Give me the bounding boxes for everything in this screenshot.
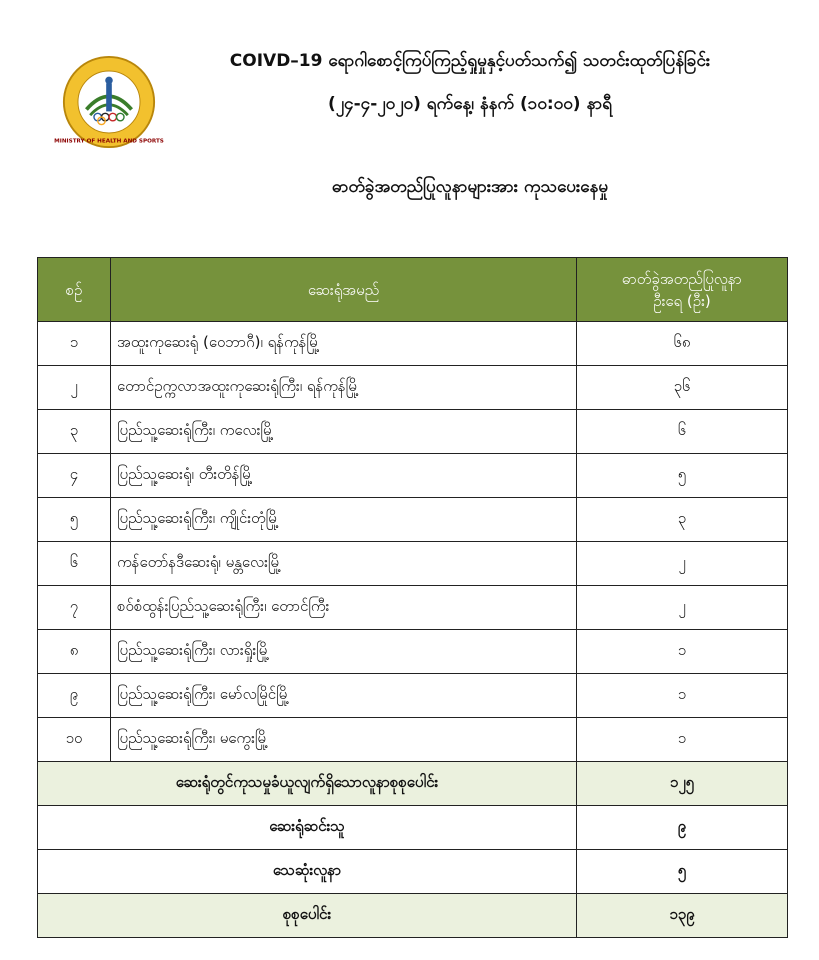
table-row [38, 630, 788, 674]
row-hospital: ပြည်သူ့ဆေးရုံကြီး၊ မကွေးမြို့ [111, 718, 577, 762]
row-no: ၃ [38, 410, 111, 454]
summary-label: ဆေးရုံတွင်ကုသမှုခံယူလျက်ရှိသောလူနာစုစုပေါင်း [38, 762, 577, 806]
summary-label: ဆေးရုံဆင်းသူ [38, 806, 577, 850]
row-hospital: အထူးကုဆေးရုံ (ဝေဘာဂီ)၊ ရန်ကုန်မြို့ [111, 322, 577, 366]
summary-label: သေဆုံးလူနာ [38, 850, 577, 894]
row-no: ၁ [38, 322, 111, 366]
row-hospital: စဝ်စံထွန်းပြည်သူ့ဆေးရုံကြီး၊ တောင်ကြီး [111, 586, 577, 630]
row-count: ၂ [577, 586, 788, 630]
table-row [38, 498, 788, 542]
row-hospital: ကန်တော်နဒီဆေးရုံ၊ မန္တလေးမြို့ [111, 542, 577, 586]
row-count: ၁ [577, 718, 788, 762]
patients-table [37, 257, 788, 938]
summary-row-under-treatment [38, 762, 788, 806]
row-no: ၅ [38, 498, 111, 542]
summary-row-discharged [38, 806, 788, 850]
summary-value: ၅ [577, 850, 788, 894]
row-no: ၈ [38, 630, 111, 674]
table-subtitle: ဓာတ်ခွဲအတည်ပြုလူနာများအား ကုသပေးနေမှု [331, 177, 609, 197]
row-hospital: ပြည်သူ့ဆေးရုံကြီး၊ လားရှိုးမြို့ [111, 630, 577, 674]
summary-label: စုစုပေါင်း [38, 894, 577, 938]
row-no: ၆ [38, 542, 111, 586]
page-title: COIVD–19 ရောဂါစောင့်ကြပ်ကြည့်ရှုမှုနှင့်ပတ်သက်၍ သတင်းထုတ်ပြန်ခြင်း [229, 51, 711, 71]
row-no: ၂ [38, 366, 111, 410]
table-row [38, 586, 788, 630]
row-count: ၅ [577, 454, 788, 498]
col-header-hospital: ဆေးရုံအမည် [111, 258, 577, 322]
col-header-count: ဓာတ်ခွဲအတည်ပြုလူနာ ဦးရေ (ဦး) [577, 258, 788, 322]
row-hospital: ပြည်သူ့ဆေးရုံ၊ တီးတိန်မြို့ [111, 454, 577, 498]
row-count: ၃၆ [577, 366, 788, 410]
date-line: (၂၄-၄-၂၀၂၀) ရက်နေ့၊ နံနက် (၁၀:၀၀) နာရီ [327, 94, 613, 114]
summary-value: ၁၂၅ [577, 762, 788, 806]
table-row [38, 542, 788, 586]
logo-text: MINISTRY OF HEALTH AND SPORTS [54, 138, 164, 145]
row-hospital: တောင်ဥက္ကလာအထူးကုဆေးရုံကြီး၊ ရန်ကုန်မြို့ [111, 366, 577, 410]
row-hospital: ပြည်သူ့ဆေးရုံကြီး၊ ကျိုင်းတုံမြို့ [111, 498, 577, 542]
summary-row-total [38, 894, 788, 938]
table-row [38, 366, 788, 410]
table-header-row [38, 258, 788, 322]
row-no: ၉ [38, 674, 111, 718]
summary-value: ၁၃၉ [577, 894, 788, 938]
row-count: ၃ [577, 498, 788, 542]
summary-row-deaths [38, 850, 788, 894]
row-count: ၆ [577, 410, 788, 454]
table-row [38, 410, 788, 454]
row-count: ၁ [577, 630, 788, 674]
row-no: ၇ [38, 586, 111, 630]
table-row [38, 322, 788, 366]
row-hospital: ပြည်သူ့ဆေးရုံကြီး၊ ကလေးမြို့ [111, 410, 577, 454]
col-header-no: စဉ် [38, 258, 111, 322]
row-count: ၁ [577, 674, 788, 718]
row-count: ၆၈ [577, 322, 788, 366]
table-row [38, 674, 788, 718]
summary-value: ၉ [577, 806, 788, 850]
row-no: ၁၀ [38, 718, 111, 762]
table-row [38, 454, 788, 498]
table-row [38, 718, 788, 762]
row-hospital: ပြည်သူ့ဆေးရုံကြီး၊ မော်လမြိုင်မြို့ [111, 674, 577, 718]
row-count: ၂ [577, 542, 788, 586]
ministry-logo [54, 55, 164, 149]
row-no: ၄ [38, 454, 111, 498]
